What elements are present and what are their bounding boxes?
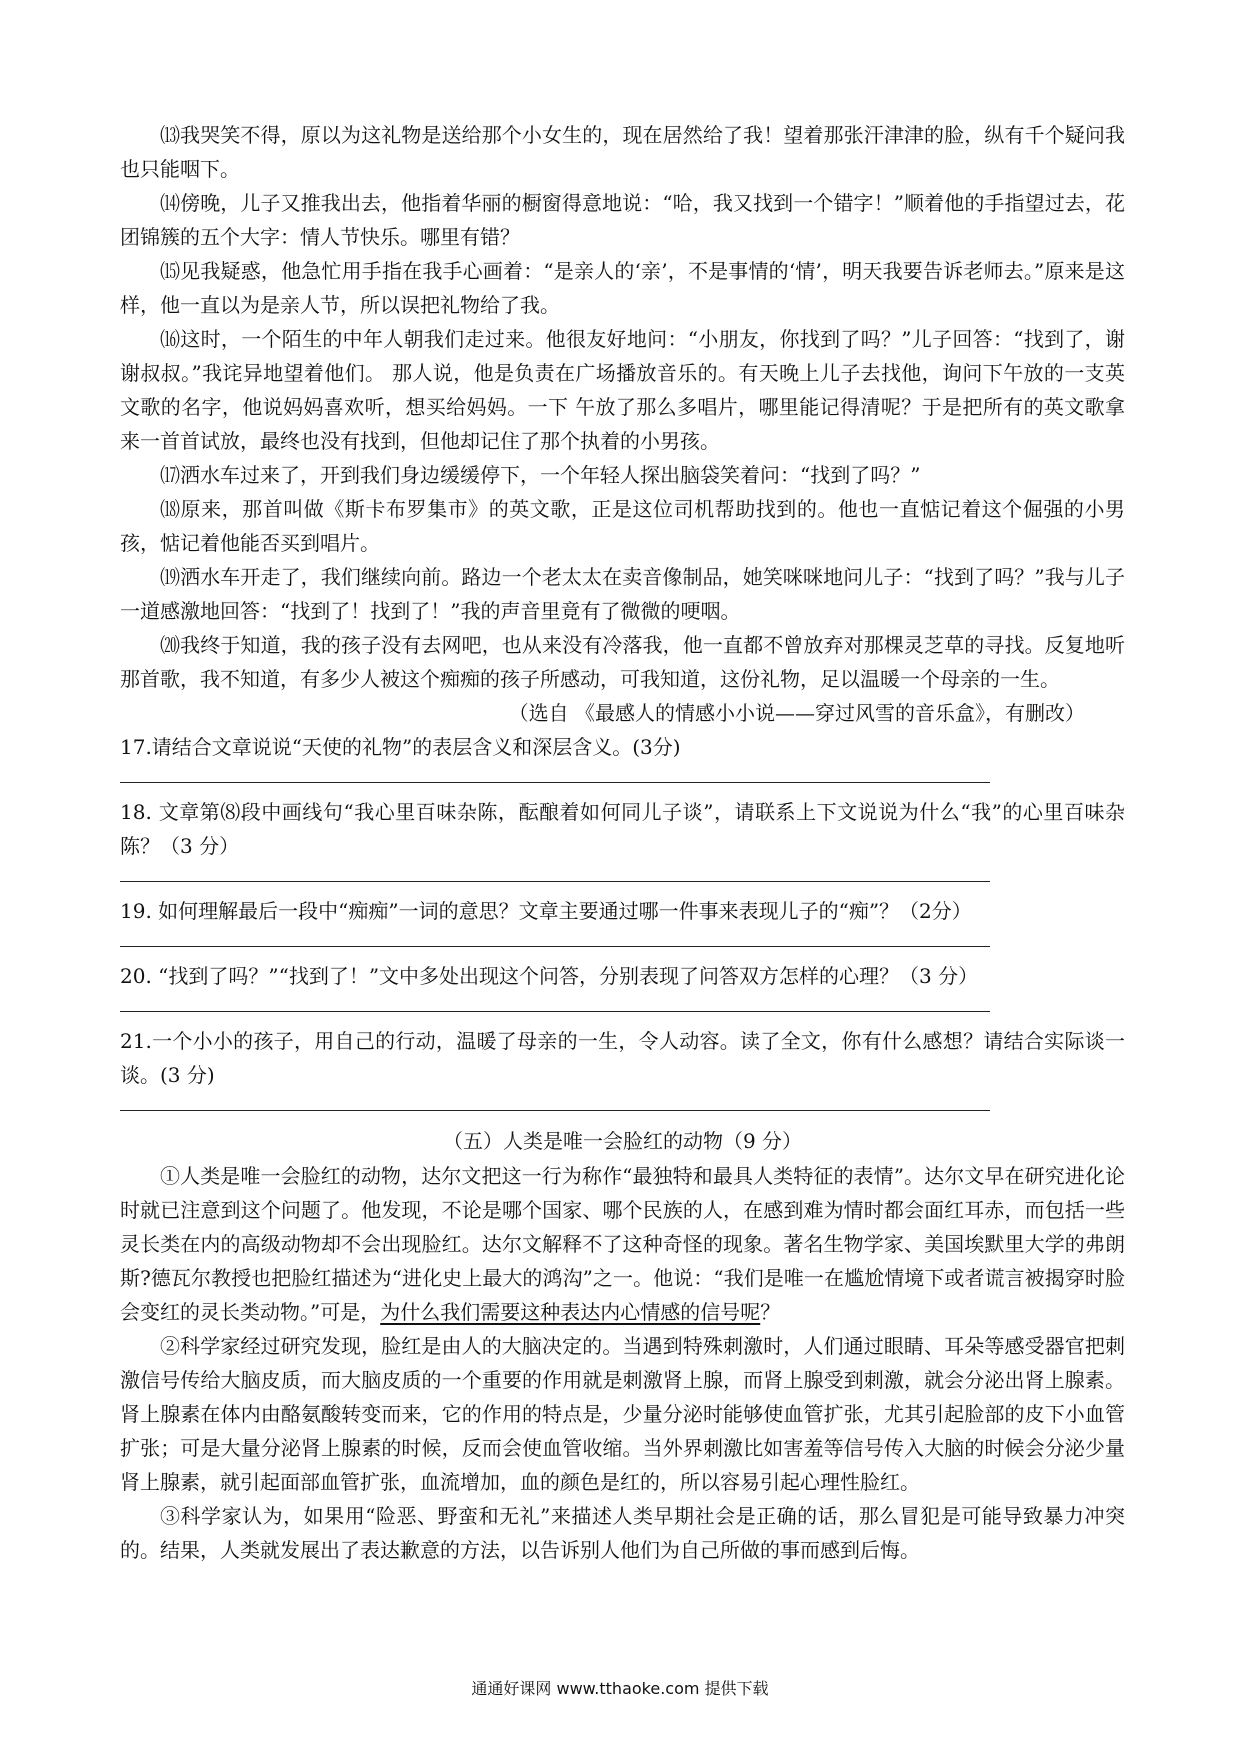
question-21: 21.一个小小的孩子，用自己的行动，温暖了母亲的一生，令人动容。读了全文，你有什么感想？请结合实际谈一谈。(3 分)	[120, 1029, 1125, 1087]
story-paragraph-18: ⒅原来，那首叫做《斯卡布罗集市》的英文歌，正是这位司机帮助找到的。他也一直惦记着这个倔强的小男孩，惦记着他能否买到唱片。	[120, 497, 1125, 555]
section-paragraph-1	[120, 1159, 1125, 1329]
section-paragraph-1-text: ①人类是唯一会脸红的动物，达尔文把这一行为称作“最独特和最具人类特征的表情”。达尔文早在研究进化论时就已注意到这个问题了。他发现，不论是哪个国家、哪个民族的人，在感到难为情时都会面红耳赤，而包括一些灵长类在内的高级动物却不会出现脸红。达尔文解释不了这种奇怪的现象。著名生物学家、美国埃默里大学的弗朗斯?德瓦尔教授也把脸红描述为“进化史上最大的鸿沟”之一。他说：“我们是唯一在尴尬情境下或者谎言被揭穿时脸会变红的灵长类动物。”可是，	[120, 1164, 1125, 1324]
story-paragraph-13: ⒀我哭笑不得，原以为这礼物是送给那个小女生的，现在居然给了我！望着那张汗津津的脸，纵有千个疑问我也只能咽下。	[120, 123, 1125, 181]
story-paragraph-19: ⒆洒水车开走了，我们继续向前。路边一个老太太在卖音像制品，她笑咪咪地问儿子：“找到了吗？”我与儿子一道感激地回答：“找到了！找到了！”我的声音里竟有了微微的哽咽。	[120, 565, 1125, 623]
story-paragraph-16: ⒃这时，一个陌生的中年人朝我们走过来。他很友好地问：“小朋友，你找到了吗？”儿子回答：“找到了，谢谢叔叔。”我诧异地望着他们。 那人说，他是负责在广场播放音乐的。有天晚上儿子去找他，询问下午放的一支英文歌的名字，他说妈妈喜欢听，想买给妈妈。一下 午放了那么多唱片，哪里能记得清呢？于是把所有的英文歌拿来一首首试放，最终也没有找到，但他却记住了那个执着的小男孩。	[120, 327, 1125, 453]
story-paragraph-14: ⒁傍晚，儿子又推我出去，他指着华丽的橱窗得意地说：“哈，我又找到一个错字！”顺着他的手指望过去，花团锦簇的五个大字：情人节快乐。哪里有错？	[120, 191, 1125, 249]
story-paragraph-15: ⒂见我疑惑，他急忙用手指在我手心画着：“是亲人的‘亲’，不是事情的‘情’，明天我要告诉老师去。”原来是这样，他一直以为是亲人节，所以误把礼物给了我。	[120, 259, 1125, 317]
section-title: （五）人类是唯一会脸红的动物（9 分）	[442, 1129, 803, 1153]
story-paragraph-20: ⒇我终于知道，我的孩子没有去网吧，也从来没有冷落我，他一直都不曾放弃对那棵灵芝草的寻找。反复地听那首歌，我不知道，有多少人被这个痴痴的孩子所感动，可我知道，这份礼物，足以温暖一个母亲的一生。	[120, 633, 1125, 691]
answer-line-19[interactable]	[120, 932, 990, 947]
underlined-question: 为什么我们需要这种表达内心情感的信号呢	[380, 1300, 761, 1324]
page-footer: 通通好课网 www.tthaoke.com 提供下载	[471, 1679, 769, 1698]
question-19: 19. 如何理解最后一段中“痴痴”一词的意思？文章主要通过哪一件事来表现儿子的“痴”？（2分）	[120, 899, 972, 923]
answer-line-17[interactable]	[120, 768, 990, 783]
question-18: 18. 文章第⑻段中画线句“我心里百味杂陈，酝酿着如何同儿子谈”，请联系上下文说说为什么“我”的心里百味杂陈？（3 分）	[120, 800, 1125, 858]
answer-line-21[interactable]	[120, 1096, 990, 1111]
section-paragraph-2: ②科学家经过研究发现，脸红是由人的大脑决定的。当遇到特殊刺激时，人们通过眼睛、耳朵等感受器官把刺激信号传给大脑皮质，而大脑皮质的一个重要的作用就是刺激肾上腺，而肾上腺受到刺激，就会分泌出肾上腺素。肾上腺素在体内由酪氨酸转变而来，它的作用的特点是，少量分泌时能够使血管扩张，尤其引起脸部的皮下小血管扩张；可是大量分泌肾上腺素的时候，反而会使血管收缩。当外界刺激比如害羞等信号传入大脑的时候会分泌少量肾上腺素，就引起面部血管扩张，血流增加，血的颜色是红的，所以容易引起心理性脸红。	[120, 1334, 1125, 1494]
story-paragraph-17: ⒄洒水车过来了，开到我们身边缓缓停下，一个年轻人探出脑袋笑着问：“找到了吗？”	[160, 463, 921, 487]
section-paragraph-3: ③科学家认为，如果用“险恶、野蛮和无礼”来描述人类早期社会是正确的话，那么冒犯是可能导致暴力冲突的。结果，人类就发展出了表达歉意的方法，以告诉别人他们为自己所做的事而感到后悔。	[120, 1504, 1125, 1562]
answer-line-18[interactable]	[120, 867, 990, 882]
question-20: 20. “找到了吗？”“找到了！”文中多处出现这个问答，分别表现了问答双方怎样的心理？（3 分）	[120, 964, 979, 988]
answer-line-20[interactable]	[120, 997, 990, 1012]
question-17: 17.请结合文章说说“天使的礼物”的表层含义和深层含义。(3分)	[120, 735, 681, 759]
story-source: （选自 《最感人的情感小小说——穿过风雪的音乐盒》，有删改）	[508, 701, 1085, 725]
document-page	[120, 118, 1125, 1567]
section-paragraph-1-end: ？	[760, 1300, 781, 1324]
